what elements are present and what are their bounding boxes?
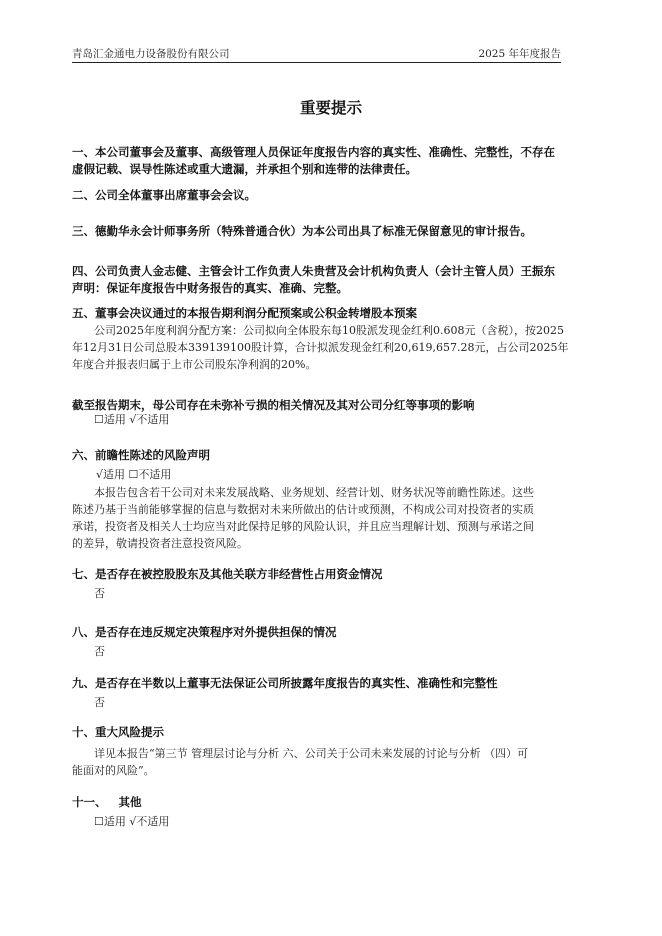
section-6-paragraph-line-1: 本报告包含若干公司对未来发展战略、业务规划、经营计划、财务状况等前瞻性陈述。这些 xyxy=(94,486,534,499)
section-11-applicability: ☐适用 √不适用 xyxy=(94,815,170,828)
deficit-heading: 截至报告期末，母公司存在未弥补亏损的相关情况及其对公司分红等事项的影响 xyxy=(72,398,475,412)
section-8-answer: 否 xyxy=(94,645,105,658)
section-10-paragraph-line-2: 能面对的风险”。 xyxy=(72,764,155,777)
page-title: 重要提示 xyxy=(299,99,362,117)
section-6-paragraph-line-3: 承诺，投资者及相关人士均应当对此保持足够的风险认识，并且应当理解计划、预测与承诺之间 xyxy=(72,520,534,533)
section-5-paragraph-line-2: 年12月31日公司总股本339139100股计算，合计拟派发现金红利20,619,657.28元，占公司2025年 xyxy=(72,341,569,354)
section-7-heading: 七、是否存在被控股股东及其他关联方非经营性占用资金情况 xyxy=(72,567,383,581)
section-1-line-2: 虚假记载、误导性陈述或重大遗漏，并承担个别和连带的法律责任。 xyxy=(72,162,417,176)
section-9-answer: 否 xyxy=(94,696,105,709)
section-11-heading: 十一、 其他 xyxy=(72,795,142,809)
section-8-heading: 八、是否存在违反规定决策程序对外提供担保的情况 xyxy=(72,625,337,639)
header-company-name: 青岛汇金通电力设备股份有限公司 xyxy=(72,48,230,60)
section-1-line-1: 一、本公司董事会及董事、高级管理人员保证年度报告内容的真实性、准确性、完整性，不存在 xyxy=(72,145,555,159)
section-6-paragraph-line-4: 的差异，敬请投资者注意投资风险。 xyxy=(72,537,248,550)
section-3-heading: 三、德勤华永会计师事务所（特殊普通合伙）为本公司出具了标准无保留意见的审计报告。 xyxy=(72,224,532,238)
section-6-paragraph-line-2: 陈述乃基于当前能够掌握的信息与数据对未来所做出的估计或预测，不构成公司对投资者的实质 xyxy=(72,503,534,516)
section-7-answer: 否 xyxy=(94,587,105,600)
section-2-heading: 二、公司全体董事出席董事会会议。 xyxy=(72,188,256,202)
section-6-heading: 六、前瞻性陈述的风险声明 xyxy=(72,448,210,462)
section-10-paragraph-line-1: 详见本报告“第三节 管理层讨论与分析 六、公司关于公司未来发展的讨论与分析 （四）可 xyxy=(94,747,529,760)
section-5-paragraph-line-3: 年度合并报表归属于上市公司股东净利润的20%。 xyxy=(72,358,317,371)
section-10-heading: 十、重大风险提示 xyxy=(72,725,164,739)
deficit-applicability: ☐适用 √不适用 xyxy=(94,413,170,426)
page-header xyxy=(72,44,561,63)
section-4-line-2: 声明：保证年度报告中财务报告的真实、准确、完整。 xyxy=(72,281,348,295)
section-9-heading: 九、是否存在半数以上董事无法保证公司所披露年度报告的真实性、准确性和完整性 xyxy=(72,676,498,690)
header-report-name: 2025 年年度报告 xyxy=(478,48,561,60)
section-4-line-1: 四、公司负责人金志健、主管会计工作负责人朱贵营及会计机构负责人（会计主管人员）王振东 xyxy=(72,264,555,278)
section-5-paragraph-line-1: 公司2025年度利润分配方案：公司拟向全体股东每10股派发现金红利0.608元（含税），按2025 xyxy=(94,324,564,337)
section-6-applicability: √适用 ☐不适用 xyxy=(96,468,172,481)
section-5-heading: 五、董事会决议通过的本报告期利润分配预案或公积金转增股本预案 xyxy=(72,306,417,320)
